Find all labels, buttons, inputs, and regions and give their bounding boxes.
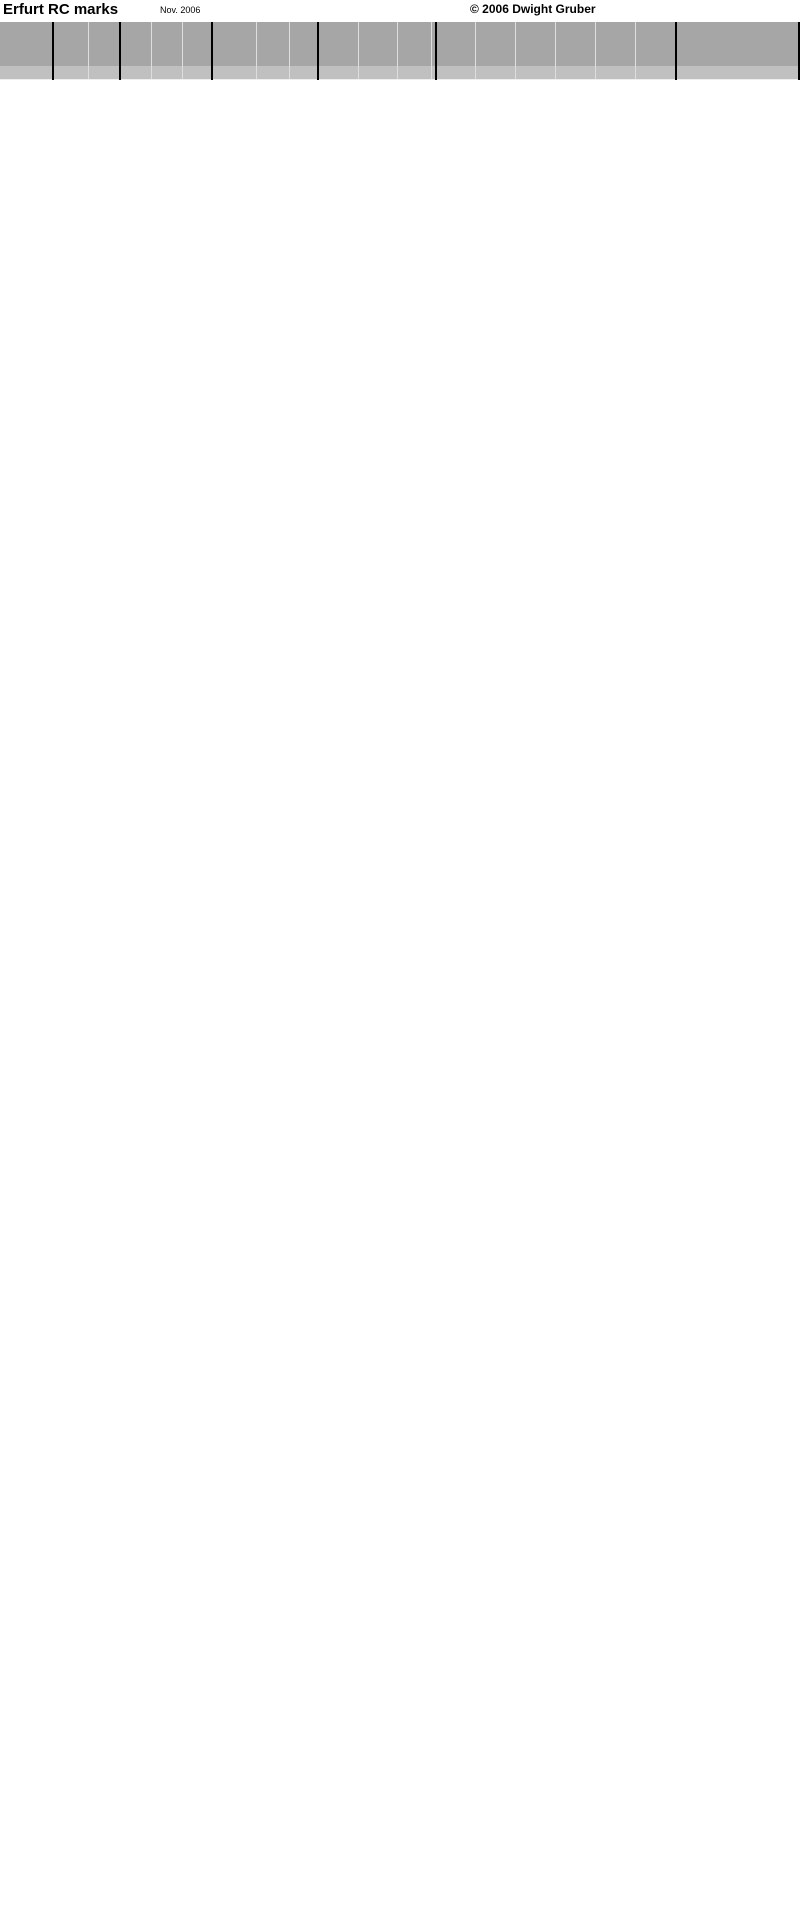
- header-cell: [89, 33, 120, 44]
- header-cell: [398, 33, 431, 44]
- section-cell: [257, 66, 290, 80]
- header-cell: [257, 44, 290, 55]
- header-cell: [151, 22, 182, 33]
- header-cell: [290, 33, 318, 44]
- header-cell: [212, 33, 256, 44]
- sheet-date: Nov. 2006: [160, 5, 201, 15]
- header-cell: [556, 44, 596, 55]
- header-cell: [182, 44, 212, 55]
- section-cell: [398, 66, 431, 80]
- header-cell: [120, 44, 151, 55]
- header-cell: [290, 55, 318, 66]
- sheet-header: [0, 0, 800, 22]
- header-cell: [212, 44, 256, 55]
- header-cell: [212, 22, 256, 33]
- header-cell: [151, 33, 182, 44]
- section-cell: [89, 66, 120, 80]
- section-cell: [436, 66, 476, 80]
- header-cell: [0, 44, 53, 55]
- header-cell: [89, 44, 120, 55]
- header-cell: [212, 55, 256, 66]
- header-cell: [476, 22, 516, 33]
- section-cell: [120, 66, 151, 80]
- table-body: [0, 22, 799, 80]
- section-cell: [516, 66, 556, 80]
- section-cell: [318, 66, 359, 80]
- header-cell: [516, 33, 556, 44]
- header-cell: [516, 22, 556, 33]
- header-cell: [257, 33, 290, 44]
- header-cell: [436, 55, 476, 66]
- header-cell: [290, 22, 318, 33]
- header-cell: [676, 33, 799, 44]
- header-cell: [89, 22, 120, 33]
- column-sub-header: [0, 33, 799, 44]
- header-cell: [516, 55, 556, 66]
- header-cell: [636, 55, 676, 66]
- section-cell: [596, 66, 636, 80]
- header-cell: [516, 44, 556, 55]
- header-cell: [120, 22, 151, 33]
- header-cell: [53, 22, 89, 33]
- section-cell: [182, 66, 212, 80]
- header-cell: [636, 33, 676, 44]
- column-sub-header: [0, 55, 799, 66]
- header-cell: [596, 22, 636, 33]
- header-cell: [182, 55, 212, 66]
- header-cell: [359, 33, 398, 44]
- header-cell: [89, 55, 120, 66]
- header-cell: [398, 44, 431, 55]
- section-cell: [676, 66, 799, 80]
- header-cell: [636, 22, 676, 33]
- header-cell: [318, 55, 359, 66]
- section-cell: [636, 66, 676, 80]
- header-cell: [182, 22, 212, 33]
- header-cell: [398, 22, 431, 33]
- header-cell: [596, 44, 636, 55]
- header-cell: [318, 33, 359, 44]
- header-cell: [0, 22, 53, 33]
- section-cell: [476, 66, 516, 80]
- rc-marks-table: [0, 22, 800, 80]
- header-cell: [0, 33, 53, 44]
- header-cell: [290, 44, 318, 55]
- section-cell: [53, 66, 89, 80]
- header-cell: [257, 55, 290, 66]
- header-cell: [556, 55, 596, 66]
- header-cell: [318, 22, 359, 33]
- column-group-header: [0, 22, 799, 33]
- header-cell: [318, 44, 359, 55]
- header-cell: [398, 55, 431, 66]
- header-cell: [476, 55, 516, 66]
- section-cell: [290, 66, 318, 80]
- section-cell: [151, 66, 182, 80]
- section-cell: [359, 66, 398, 80]
- column-sub-header: [0, 44, 799, 55]
- header-cell: [359, 22, 398, 33]
- header-cell: [257, 22, 290, 33]
- section-label: [0, 66, 53, 80]
- header-cell: [676, 44, 799, 55]
- header-cell: [53, 44, 89, 55]
- header-cell: [151, 44, 182, 55]
- header-cell: [676, 55, 799, 66]
- header-cell: [359, 44, 398, 55]
- section-cell: [556, 66, 596, 80]
- header-cell: [182, 33, 212, 44]
- header-cell: [53, 55, 89, 66]
- header-cell: [676, 22, 799, 33]
- header-cell: [636, 44, 676, 55]
- sheet-title: Erfurt RC marks: [3, 1, 119, 18]
- section-cell: [212, 66, 256, 80]
- header-cell: [0, 55, 53, 66]
- header-cell: [596, 33, 636, 44]
- header-cell: [120, 33, 151, 44]
- copyright-notice: © 2006 Dwight Gruber: [470, 2, 596, 16]
- header-cell: [476, 44, 516, 55]
- header-cell: [476, 33, 516, 44]
- header-cell: [53, 33, 89, 44]
- header-cell: [556, 22, 596, 33]
- header-cell: [596, 55, 636, 66]
- header-cell: [436, 22, 476, 33]
- header-cell: [151, 55, 182, 66]
- header-cell: [359, 55, 398, 66]
- header-cell: [120, 55, 151, 66]
- header-cell: [556, 33, 596, 44]
- year-section-row: [0, 66, 799, 80]
- header-cell: [436, 44, 476, 55]
- header-cell: [436, 33, 476, 44]
